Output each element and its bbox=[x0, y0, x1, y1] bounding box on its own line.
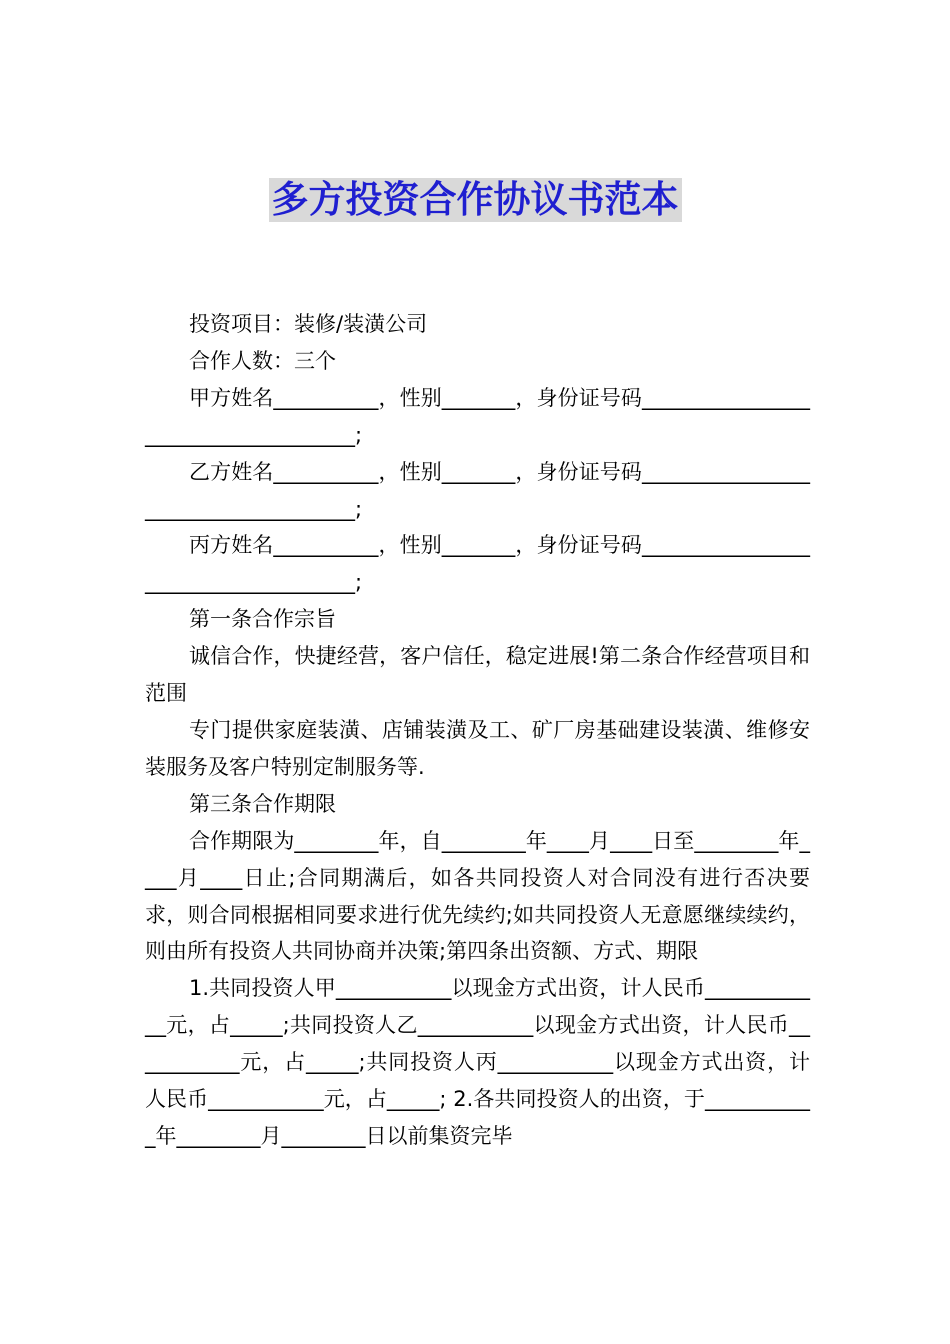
paragraph-party-a: 甲方姓名__________，性别_______，身份证号码____________________________________; bbox=[145, 385, 810, 447]
document-body bbox=[145, 306, 810, 1155]
paragraph-contribution: 1.共同投资人甲___________以现金方式出资，计人民币____________元，占_____;共同投资人乙___________以现金方式出资，计人民币___________元，占_____;共同投资人丙___________以现金方式出资，计人民币___________元，占_____; 2.各共同投资人的出资，于___________年________月________日以前集资完毕 bbox=[145, 976, 810, 1148]
paragraph-purpose: 诚信合作，快捷经营，客户信任，稳定进展!第二条合作经营项目和范围 bbox=[145, 644, 810, 706]
paragraph-partner-count: 合作人数：三个 bbox=[189, 348, 336, 373]
paragraph-party-c: 丙方姓名__________，性别_______，身份证号码____________________________________; bbox=[145, 533, 810, 595]
paragraph-scope: 专门提供家庭装潢、店铺装潢及工、矿厂房基础建设装潢、维修安装服务及客户特别定制服务等. bbox=[145, 717, 810, 779]
paragraph-party-b: 乙方姓名__________，性别_______，身份证号码____________________________________; bbox=[145, 459, 810, 521]
article-1-heading: 第一条合作宗旨 bbox=[189, 607, 336, 632]
document-title: 多方投资合作协议书范本 bbox=[269, 178, 682, 222]
paragraph-term: 合作期限为________年，自________年____月____日至________年____月____日止;合同期满后，如各共同投资人对合同没有进行否决要求，则合同根据相同要求进行优先续约;如共同投资人无意愿继续续约，则由所有投资人共同协商并决策;第四条出资额、方式、期限 bbox=[145, 828, 810, 964]
article-3-heading: 第三条合作期限 bbox=[189, 791, 336, 816]
title-container bbox=[0, 178, 950, 222]
paragraph-project: 投资项目：装修/装潢公司 bbox=[189, 312, 428, 336]
